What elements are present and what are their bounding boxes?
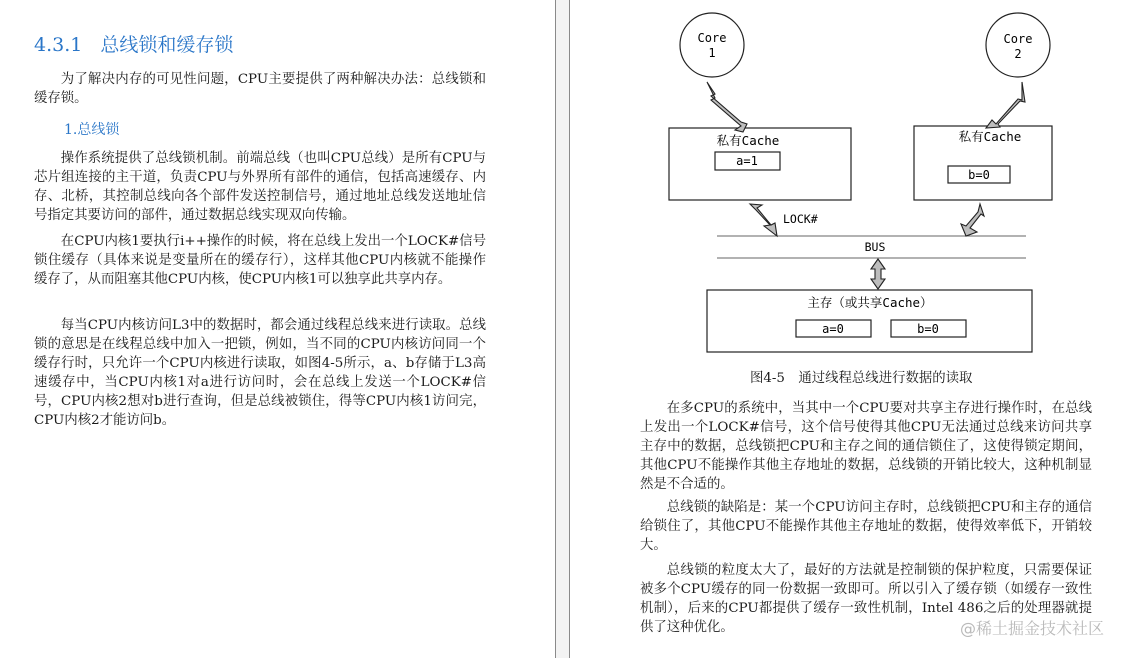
cache-2-label: 私有Cache <box>958 129 1022 144</box>
core1-cache-arrow <box>707 82 747 132</box>
bus-memory-arrow <box>871 259 885 289</box>
gutter-line-left <box>555 0 556 658</box>
core2-cache-arrow <box>986 82 1025 128</box>
memory-b-value: b=0 <box>917 322 939 336</box>
cache-1-value: a=1 <box>736 154 758 168</box>
page-gutter <box>555 0 570 658</box>
watermark-text: @稀土掘金技术社区 <box>960 619 1105 638</box>
memory-label: 主存（或共享Cache） <box>807 295 933 310</box>
cache-1-label: 私有Cache <box>716 133 780 148</box>
intro-paragraph: 为了解决内存的可见性问题，CPU主要提供了两种解决办法：总线锁和缓存锁。 <box>34 72 486 106</box>
lock-signal-label: LOCK# <box>783 212 818 226</box>
site-watermark <box>960 616 1104 639</box>
figure-caption: 图4-5 通过线程总线进行数据的读取 <box>750 371 973 386</box>
right-paragraph-1: 在多CPU的系统中，当其中一个CPU要对共享主存进行操作时，在总线上发出一个LOCK#信号，这个信号使得其他CPU无法通过总线来访问共享主存中的数据，总线锁把CPU和主存之间的通信锁住了，这使得锁定期间，其他CPU不能操作其他主存地址的数据，总线锁的开销比较大，这种机制显然是不合适的。 <box>640 401 1092 492</box>
section-title: 总线锁和缓存锁 <box>100 34 234 56</box>
right-paragraph-3: 总线锁的粒度太大了，最好的方法就是控制锁的保护粒度，只需要保证被多个CPU缓存的同一份数据一致即可。所以引入了缓存锁（如缓存一致性机制），后来的CPU都提供了缓存一致性机制，Intel 486之后的处理器就提供了这种优化。 <box>640 563 1092 635</box>
core-1-label: Core <box>697 31 727 45</box>
bus-label: BUS <box>864 240 886 254</box>
core-1-number: 1 <box>708 46 716 60</box>
subheading: 1.总线锁 <box>64 122 120 138</box>
paragraph-2: 在CPU内核1要执行i++操作的时候，将在总线上发出一个LOCK#信号锁住缓存（具体来说是变量所在的缓存行），这样其他CPU内核就不能操作缓存了，从而阻塞其他CPU内核，使CPU内核1可以独享此共享内存。 <box>34 234 486 287</box>
left-page <box>0 0 555 658</box>
cache-bus-diagram <box>570 0 1141 362</box>
paragraph-1: 操作系统提供了总线锁机制。前端总线（也叫CPU总线）是所有CPU与芯片组连接的主干道，负责CPU与外界所有部件的通信，包括高速缓存、内存、北桥，其控制总线向各个部件发送控制信号，通过地址总线发送地址信号指定其要访问的部件，通过数据总线实现双向传输。 <box>34 151 486 223</box>
right-page <box>570 0 1141 658</box>
core-1-circle <box>680 13 744 77</box>
cache2-bus-arrow <box>961 204 984 236</box>
paragraph-3: 每当CPU内核访问L3中的数据时，都会通过线程总线来进行读取。总线锁的意思是在线程总线中加入一把锁，例如，当不同的CPU内核访问同一个缓存行时，只允许一个CPU内核进行读取，如图4-5所示，a、b存储于L3高速缓存中，当CPU内核1对a进行访问时，会在总线上发送一个LOCK#信号，CPU内核2想对b进行查询，但是总线被锁住，得等CPU内核1访问完，CPU内核2才能访问b。 <box>34 318 486 428</box>
cache1-bus-arrow <box>750 204 777 236</box>
core-2-label: Core <box>1003 32 1033 46</box>
section-number: 4.3.1 <box>34 34 83 56</box>
memory-a-value: a=0 <box>822 322 844 336</box>
right-paragraph-2: 总线锁的缺陷是：某一个CPU访问主存时，总线锁把CPU和主存的通信给锁住了，其他CPU不能操作其他主存地址的数据，使得效率低下，开销较大。 <box>640 500 1092 553</box>
cache-2-value: b=0 <box>968 168 990 182</box>
section-heading <box>34 30 233 57</box>
core-2-number: 2 <box>1014 47 1022 61</box>
